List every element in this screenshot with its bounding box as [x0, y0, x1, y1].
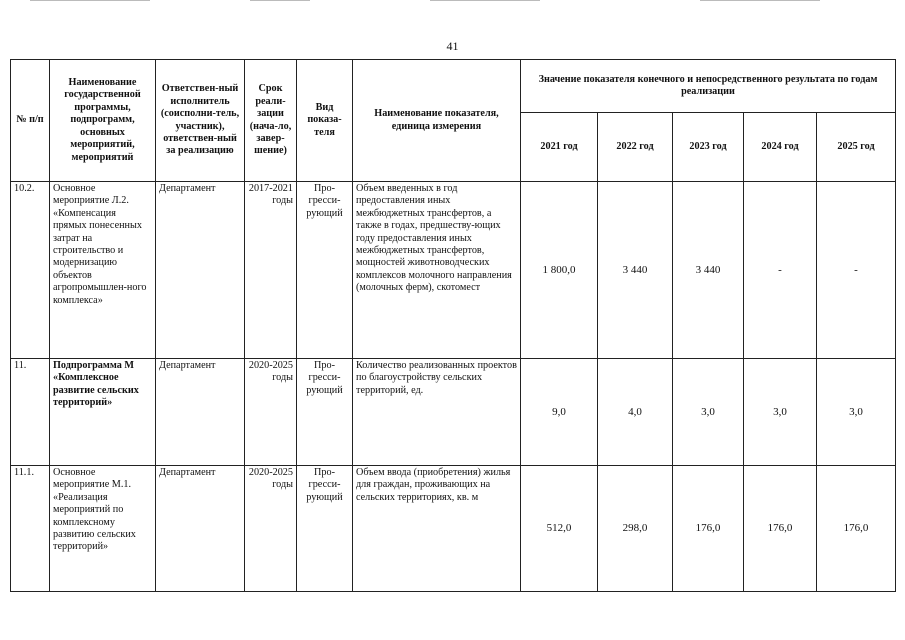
indicators-table: [10, 59, 896, 592]
page-number: 41: [446, 39, 459, 53]
header-year: 2024 год: [744, 113, 817, 182]
table-row: [11, 182, 896, 359]
row-type: Про-гресси-рующий: [297, 466, 353, 592]
row-term: 2020-2025 годы: [245, 359, 297, 466]
row-value: -: [744, 182, 817, 359]
row-value: 9,0: [521, 359, 598, 466]
row-value: 3 440: [598, 182, 673, 359]
table-row: [11, 466, 896, 592]
row-value: 4,0: [598, 359, 673, 466]
row-value: 176,0: [817, 466, 896, 592]
row-type: Про-гресси-рующий: [297, 359, 353, 466]
row-executor: Департамент: [156, 182, 245, 359]
row-program: Подпрограмма М «Комплексное развитие сельских территорий»: [50, 359, 156, 466]
row-value: 1 800,0: [521, 182, 598, 359]
row-value: 298,0: [598, 466, 673, 592]
header-executor: Ответствен-ный исполнитель (соисполни-тель, участник), ответствен-ный за реализацию: [156, 60, 245, 182]
header-num: № п/п: [11, 60, 50, 182]
header-year: 2021 год: [521, 113, 598, 182]
header-type: Вид показа-теля: [297, 60, 353, 182]
row-program: Основное мероприятие Л.2. «Компенсация прямых понесенных затрат на строительство и модернизацию объектов агропромышлен-ного комплекса»: [50, 182, 156, 359]
row-indicator: Количество реализованных проектов по благоустройству сельских территорий, ед.: [353, 359, 521, 466]
row-value: -: [817, 182, 896, 359]
row-value: 3 440: [673, 182, 744, 359]
row-term: 2020-2025 годы: [245, 466, 297, 592]
row-executor: Департамент: [156, 466, 245, 592]
row-value: 3,0: [744, 359, 817, 466]
header-year: 2023 год: [673, 113, 744, 182]
row-executor: Департамент: [156, 359, 245, 466]
row-value: 3,0: [817, 359, 896, 466]
header-values-group: Значение показателя конечного и непосредственного результата по годам реализации: [521, 60, 896, 113]
header-indicator: Наименование показателя, единица измерения: [353, 60, 521, 182]
table-row: [11, 359, 896, 466]
row-type: Про-гресси-рующий: [297, 182, 353, 359]
row-indicator: Объем введенных в год предоставления иных межбюджетных трансфертов, а также в годах, предшеству-ющих году предоставления иных межбюджетных трансфертов, мощностей животноводческих комплексов молочного направления (молочных ферм), скотомест: [353, 182, 521, 359]
row-num: 11.1.: [11, 466, 50, 592]
row-num: 11.: [11, 359, 50, 466]
header-term: Срок реали-зации (нача-ло, завер-шение): [245, 60, 297, 182]
row-value: 176,0: [744, 466, 817, 592]
header-program: Наименование государственной программы, подпрограмм, основных мероприятий, мероприятий: [50, 60, 156, 182]
row-value: 176,0: [673, 466, 744, 592]
scan-edge: [0, 0, 905, 2]
header-year: 2025 год: [817, 113, 896, 182]
row-value: 512,0: [521, 466, 598, 592]
row-indicator: Объем ввода (приобретения) жилья для граждан, проживающих на сельских территориях, кв. м: [353, 466, 521, 592]
row-value: 3,0: [673, 359, 744, 466]
row-num: 10.2.: [11, 182, 50, 359]
row-term: 2017-2021 годы: [245, 182, 297, 359]
row-program: Основное мероприятие М.1. «Реализация мероприятий по комплексному развитию сельских территорий»: [50, 466, 156, 592]
header-year: 2022 год: [598, 113, 673, 182]
